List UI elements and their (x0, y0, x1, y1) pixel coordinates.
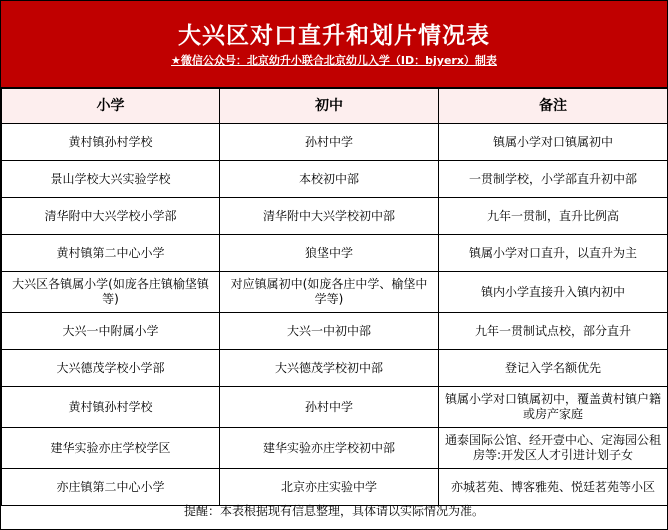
primary-school-cell: 大兴区各镇属小学(如庞各庄镇榆垡镇等) (2, 272, 220, 313)
primary-school-cell: 亦庄镇第二中心小学 (2, 469, 220, 506)
middle-school-cell: 孙村中学 (220, 124, 439, 161)
footer-note: 提醒：本表根据现有信息整理，具体请以实际情况为准。 (183, 504, 484, 518)
middle-school-cell: 本校初中部 (220, 161, 439, 198)
note-cell: 登记入学名额优先 (439, 350, 668, 387)
primary-school-cell: 黄村镇第二中心小学 (2, 235, 220, 272)
note-cell: 九年一贯制，直升比例高 (439, 198, 668, 235)
table-row (2, 124, 668, 161)
source-credit: ★微信公众号：北京幼升小联合北京幼儿入学（ID：bjyerx）制表 (171, 54, 497, 67)
school-admission-table (1, 88, 668, 506)
note-cell: 镇属小学对口镇属初中，覆盖黄村镇户籍或房产家庭 (439, 387, 668, 428)
primary-school-cell: 清华附中大兴学校小学部 (2, 198, 220, 235)
middle-school-cell: 北京亦庄实验中学 (220, 469, 439, 506)
primary-school-cell: 建华实验亦庄学校学区 (2, 428, 220, 469)
table-row (2, 313, 668, 350)
middle-school-cell: 大兴一中初中部 (220, 313, 439, 350)
note-cell: 镇属小学对口直升，以直升为主 (439, 235, 668, 272)
note-cell: 九年一贯制试点校，部分直升 (439, 313, 668, 350)
page-title: 大兴区对口直升和划片情况表 (178, 23, 490, 49)
note-cell: 镇内小学直接升入镇内初中 (439, 272, 668, 313)
table-row (2, 161, 668, 198)
note-cell: 亦城茗苑、博客雅苑、悦廷茗苑等小区 (439, 469, 668, 506)
middle-school-cell: 大兴德茂学校初中部 (220, 350, 439, 387)
table-row (2, 350, 668, 387)
primary-school-cell: 黄村镇孙村学校 (2, 124, 220, 161)
column-header-primary: 小学 (2, 89, 220, 124)
middle-school-cell: 孙村中学 (220, 387, 439, 428)
primary-school-cell: 大兴一中附属小学 (2, 313, 220, 350)
table-header-banner (1, 1, 667, 88)
note-cell: 通泰国际公馆、经开壹中心、定海园公租房等:开发区人才引进计划子女 (439, 428, 668, 469)
header-row (2, 89, 668, 124)
middle-school-cell: 建华实验亦庄学校初中部 (220, 428, 439, 469)
primary-school-cell: 黄村镇孙村学校 (2, 387, 220, 428)
table-row (2, 428, 668, 469)
note-cell: 镇属小学对口镇属初中 (439, 124, 668, 161)
note-cell: 一贯制学校，小学部直升初中部 (439, 161, 668, 198)
table-row (2, 198, 668, 235)
middle-school-cell: 清华附中大兴学校初中部 (220, 198, 439, 235)
table-row (2, 272, 668, 313)
primary-school-cell: 大兴德茂学校小学部 (2, 350, 220, 387)
column-header-middle: 初中 (220, 89, 439, 124)
middle-school-cell: 狼垡中学 (220, 235, 439, 272)
table-row (2, 387, 668, 428)
middle-school-cell: 对应镇属初中(如庞各庄中学、榆垡中学等) (220, 272, 439, 313)
table-row (2, 235, 668, 272)
column-header-note: 备注 (439, 89, 668, 124)
primary-school-cell: 景山学校大兴实验学校 (2, 161, 220, 198)
